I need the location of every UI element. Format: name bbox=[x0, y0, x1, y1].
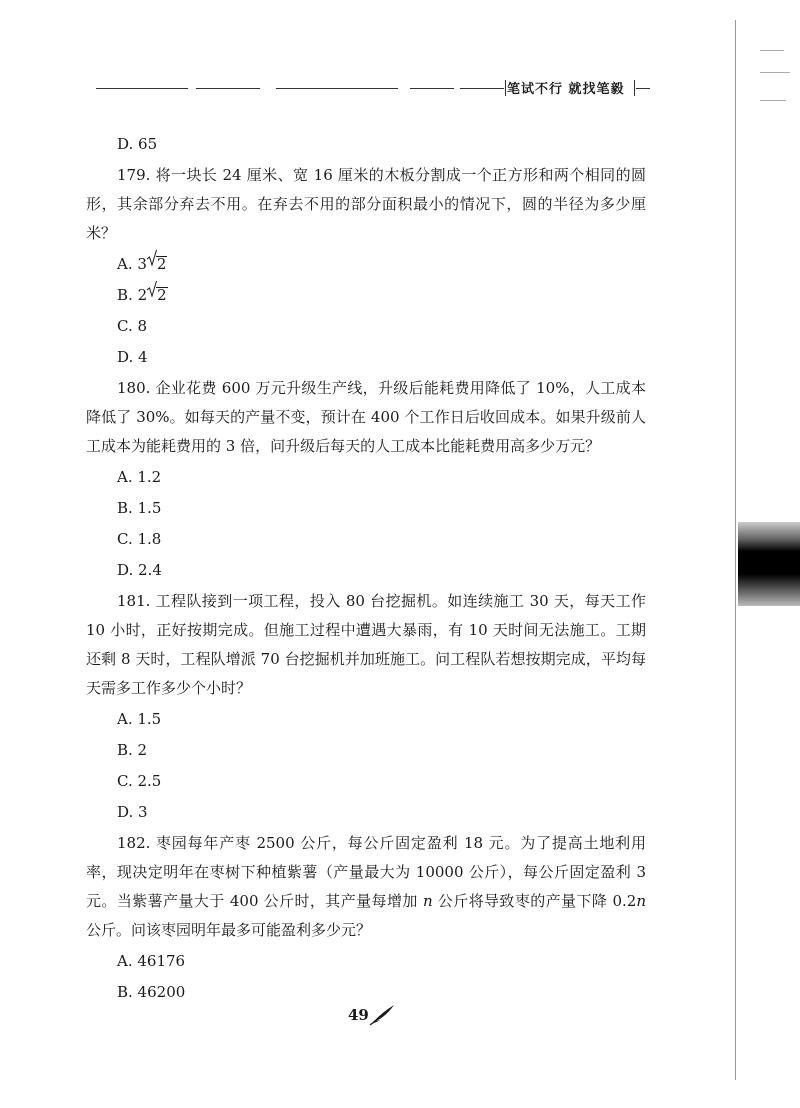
header-tagline: 笔试不行 就找笔毅 bbox=[507, 82, 625, 97]
question-179: 179. 将一块长 24 厘米、宽 16 厘米的木板分割成一个正方形和两个相同的圆形，其余部分弃去不用。在弃去不用的部分面积最小的情况下，圆的半径为多少厘米？ bbox=[86, 166, 646, 242]
answer-option bbox=[86, 250, 646, 279]
answer-option: D. 65 bbox=[117, 135, 158, 153]
answer-option: C. 8 bbox=[117, 317, 148, 335]
question-181: 181. 工程队接到一项工程，投入 80 台挖掘机。如连续施工 30 天，每天工作 10 小时，正好按期完成。但施工过程中遭遇大暴雨，有 10 天时间无法施工。工期还剩 8 天时，工程队增派 70 台挖掘机并加班施工。问工程队若想按期完成，平均每天需多工作多少个小时？ bbox=[86, 592, 646, 697]
variable-n: n bbox=[422, 892, 433, 910]
square-root-icon bbox=[147, 281, 168, 310]
header-rule bbox=[196, 88, 260, 89]
scan-edge-mark bbox=[760, 72, 790, 73]
question-text: 182. 枣园每年产枣 2500 公斤，每公斤固定盈利 18 元。为了提高土地利用率，现决定明年在枣树下种植紫薯（产量最大为 10000 公斤），每公斤固定盈利 3 元。当紫薯产量大于 400 公斤时，其产量每增加 bbox=[86, 834, 646, 910]
scan-edge-mark bbox=[760, 50, 784, 51]
header-divider bbox=[505, 80, 506, 96]
answer-option: D. 2.4 bbox=[117, 561, 162, 579]
question-text: 公斤将导致枣的产量下降 0.2 bbox=[432, 892, 637, 910]
answer-option: D. 3 bbox=[117, 803, 148, 821]
answer-option: B. 2 bbox=[117, 741, 148, 759]
variable-n: n bbox=[636, 892, 646, 910]
question-180: 180. 企业花费 600 万元升级生产线，升级后能耗费用降低了 10%，人工成本降低了 30%。如每天的产量不变，预计在 400 个工作日后收回成本。如果升级前人工成本为能耗费用的 3 倍，问升级后每天的人工成本比能耗费用高多少万元？ bbox=[86, 379, 646, 455]
radicand: 2 bbox=[156, 255, 167, 273]
answer-option: C. 2.5 bbox=[117, 772, 162, 790]
page-content bbox=[86, 135, 646, 1009]
option-coefficient: 3 bbox=[137, 255, 147, 273]
answer-option: C. 1.8 bbox=[117, 530, 162, 548]
question-182 bbox=[86, 829, 646, 945]
page-number: 49 bbox=[348, 1006, 369, 1024]
radicand: 2 bbox=[157, 286, 167, 304]
header-divider bbox=[634, 80, 635, 96]
header-rule bbox=[96, 88, 188, 89]
answer-option: A. 1.2 bbox=[117, 468, 162, 486]
quill-icon bbox=[369, 1004, 395, 1026]
header-rule bbox=[410, 88, 454, 89]
scan-edge-shadow bbox=[738, 522, 800, 606]
answer-option: A. 1.5 bbox=[117, 710, 162, 728]
header-rule bbox=[276, 88, 398, 89]
answer-option: B. 46200 bbox=[117, 983, 186, 1001]
answer-option: D. 4 bbox=[117, 348, 148, 366]
question-text: 公斤。问该枣园明年最多可能盈利多少元？ bbox=[86, 921, 372, 939]
scan-edge-line bbox=[735, 20, 736, 1080]
scan-edge-mark bbox=[760, 100, 786, 101]
answer-option: A. 46176 bbox=[117, 952, 186, 970]
header-rule bbox=[636, 88, 650, 89]
answer-option bbox=[86, 281, 646, 310]
square-root-icon bbox=[147, 250, 168, 279]
option-prefix: B. bbox=[117, 286, 138, 304]
option-prefix: A. bbox=[117, 255, 138, 273]
header-rule bbox=[460, 88, 504, 89]
answer-option: B. 1.5 bbox=[117, 499, 162, 517]
option-coefficient: 2 bbox=[137, 286, 148, 304]
